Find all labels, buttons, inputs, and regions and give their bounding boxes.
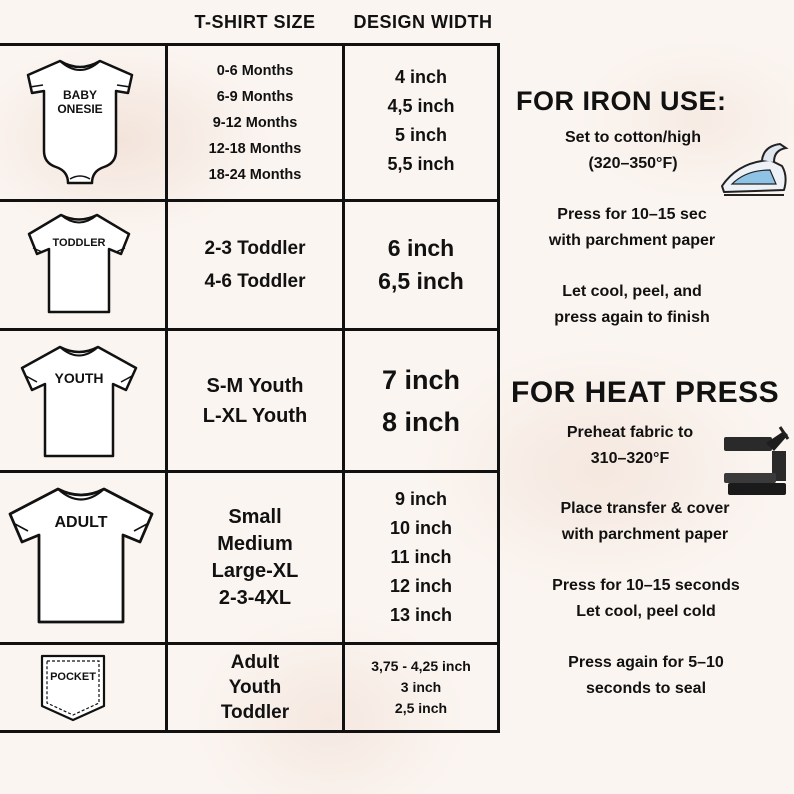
size-value: 0-6 Months: [216, 62, 294, 79]
sizes-cell-baby: [168, 46, 342, 199]
press-step-4: Press again for 5–10 seconds to seal: [568, 654, 724, 697]
widths-cell-pocket: [345, 645, 497, 730]
adult-label: ADULT: [54, 514, 108, 531]
size-value: S-M Youth: [206, 374, 304, 397]
toddler-label: TODDLER: [52, 237, 106, 249]
size-value: Medium: [217, 532, 293, 555]
sizes-cell-pocket: [168, 645, 342, 730]
iron-step-3: Let cool, peel, and press again to finish: [554, 283, 710, 326]
widths-cell-baby: [345, 46, 497, 196]
width-value: 9 inch: [394, 489, 447, 509]
toddler-shirt-icon: [25, 210, 133, 318]
size-value: Toddler: [220, 702, 290, 723]
iron-step-2: Press for 10–15 sec with parchment paper: [548, 206, 716, 249]
size-value: 4-6 Toddler: [204, 271, 306, 292]
size-value: Youth: [228, 677, 282, 698]
width-value: 5 inch: [394, 125, 447, 145]
press-title: FOR HEAT PRESS: [511, 376, 780, 409]
pocket-label: POCKET: [50, 671, 96, 683]
widths-cell-adult: [345, 473, 497, 642]
youth-label: YOUTH: [54, 370, 104, 386]
pocket-icon: [38, 652, 108, 724]
adult-shirt-icon: [6, 484, 156, 628]
width-value: 2,5 inch: [394, 700, 448, 716]
sizes-cell-adult: [168, 473, 342, 642]
table-bottom-border: [0, 730, 500, 733]
width-value: 7 inch: [381, 364, 461, 395]
width-value: 6,5 inch: [378, 268, 464, 294]
baby-onesie-icon: [20, 55, 140, 190]
width-value: 4,5 inch: [387, 96, 455, 116]
sizes-cell-toddler: [168, 202, 342, 328]
size-value: 18-24 Months: [208, 166, 302, 183]
header-tshirt-size: T-SHIRT SIZE: [194, 12, 316, 32]
width-value: 11 inch: [390, 547, 452, 567]
heat-press-icon: [722, 425, 792, 499]
iron-title: FOR IRON USE:: [516, 86, 727, 116]
width-value: 12 inch: [389, 576, 453, 596]
press-step-3: Press for 10–15 seconds Let cool, peel cold: [552, 577, 740, 620]
sizes-cell-youth: [168, 331, 342, 470]
width-value: 6 inch: [387, 235, 455, 261]
youth-shirt-icon: [18, 342, 140, 462]
iron-step-1: Set to cotton/high (320–350°F): [565, 129, 701, 172]
press-step-1: Preheat fabric to 310–320°F: [566, 424, 694, 467]
width-value: 13 inch: [389, 605, 453, 625]
width-value: 4 inch: [394, 67, 447, 87]
size-value: Small: [228, 505, 282, 528]
width-value: 3 inch: [400, 679, 442, 695]
header-design-width: DESIGN WIDTH: [353, 12, 493, 32]
width-value: 5,5 inch: [387, 154, 455, 174]
size-value: 9-12 Months: [212, 114, 298, 131]
width-value: 3,75 - 4,25 inch: [371, 658, 471, 674]
size-value: 2-3 Toddler: [204, 238, 306, 259]
press-step-2: Place transfer & cover with parchment paper: [560, 500, 730, 543]
width-value: 10 inch: [389, 518, 453, 538]
size-value: L-XL Youth: [202, 404, 308, 427]
widths-cell-youth: [345, 331, 497, 470]
iron-icon: [718, 140, 790, 200]
size-value: Adult: [230, 652, 280, 673]
size-value: Large-XL: [211, 559, 299, 582]
widths-cell-toddler: [345, 202, 497, 328]
size-value: 6-9 Months: [216, 88, 294, 105]
baby-onesie-label: BABY ONESIE: [57, 88, 103, 116]
size-value: 2-3-4XL: [218, 586, 292, 609]
size-value: 12-18 Months: [208, 140, 302, 157]
table-right-border: [497, 43, 500, 733]
width-value: 8 inch: [381, 406, 461, 437]
